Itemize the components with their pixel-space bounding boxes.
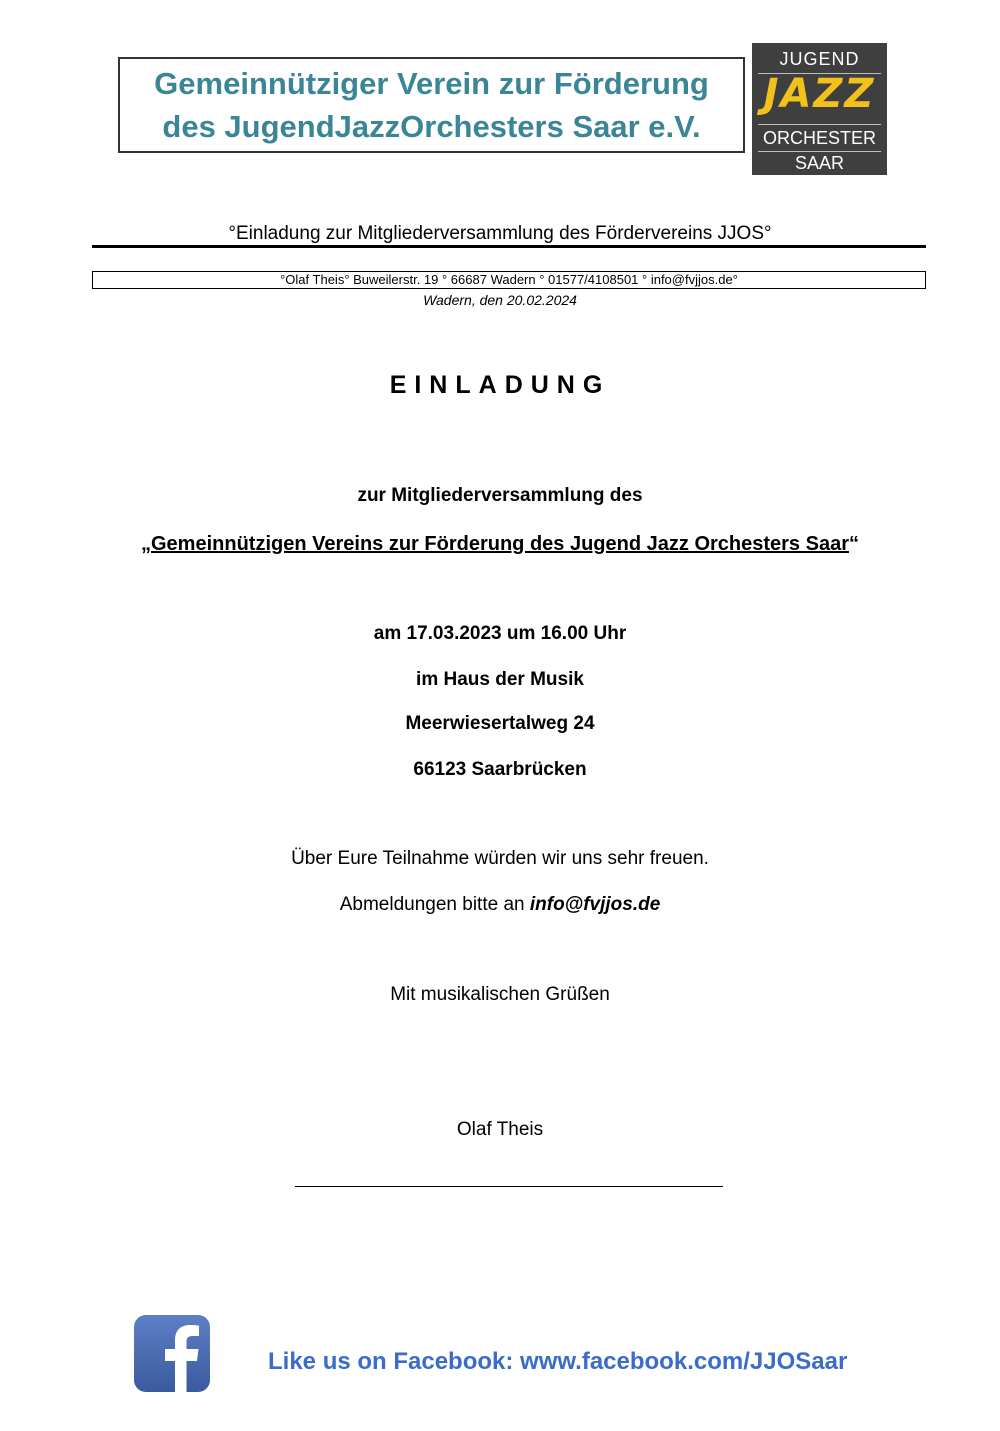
logo-text-orchester: ORCHESTER: [762, 128, 876, 148]
signer-name: Olaf Theis: [456, 1119, 544, 1140]
letter-subtitle: °Einladung zur Mitgliederversammlung des Fördervereins JJOS°: [228, 223, 772, 244]
closing-greeting: Mit musikalischen Grüßen: [390, 984, 610, 1005]
facebook-icon[interactable]: [134, 1315, 210, 1392]
contact-line: °Olaf Theis° Buweilerstr. 19 ° 66687 Wadern ° 01577/4108501 ° info@fvjjos.de°: [92, 271, 926, 289]
page-title: EINLADUNG: [389, 371, 611, 399]
logo-divider-middle: [758, 124, 881, 125]
facebook-link[interactable]: Like us on Facebook: www.facebook.com/JJOSaar: [268, 1348, 848, 1375]
assembly-intro: zur Mitgliederversammlung des: [357, 485, 643, 506]
org-title-line-1: Gemeinnütziger Verein zur Förderung: [154, 66, 709, 101]
participation-note: Über Eure Teilnahme würden wir uns sehr freuen.: [291, 848, 709, 869]
logo-text-saar: SAAR: [794, 153, 845, 173]
date-line: Wadern, den 20.02.2024: [423, 292, 577, 308]
org-title-line-2: des JugendJazzOrchesters Saar e.V.: [162, 109, 701, 144]
cancellation-prefix: Abmeldungen bitte an: [339, 894, 530, 915]
meeting-date-time: am 17.03.2023 um 16.00 Uhr: [373, 623, 627, 644]
venue-street: Meerwiesertalweg 24: [405, 713, 595, 734]
venue-city: 66123 Saarbrücken: [413, 759, 587, 780]
organization-title-box: [118, 57, 745, 153]
close-quote: “: [848, 533, 859, 555]
cancellation-note: [0, 893, 1000, 917]
organization-name-underlined: Gemeinnützigen Vereins zur Förderung des Jugend Jazz Orchesters Saar: [151, 533, 849, 555]
signature-line: [295, 1186, 723, 1187]
open-quote: „: [141, 533, 151, 555]
organization-full-name: [0, 531, 1000, 557]
header-divider: [92, 245, 926, 248]
logo-text-jugend: JUGEND: [779, 49, 860, 69]
meeting-venue: im Haus der Musik: [416, 669, 584, 690]
facebook-f-glyph: [134, 1315, 210, 1392]
jjos-logo: [752, 43, 887, 175]
logo-text-jazz: JAZZ: [763, 71, 876, 117]
cancellation-email-link[interactable]: info@fvjjos.de: [529, 894, 661, 915]
